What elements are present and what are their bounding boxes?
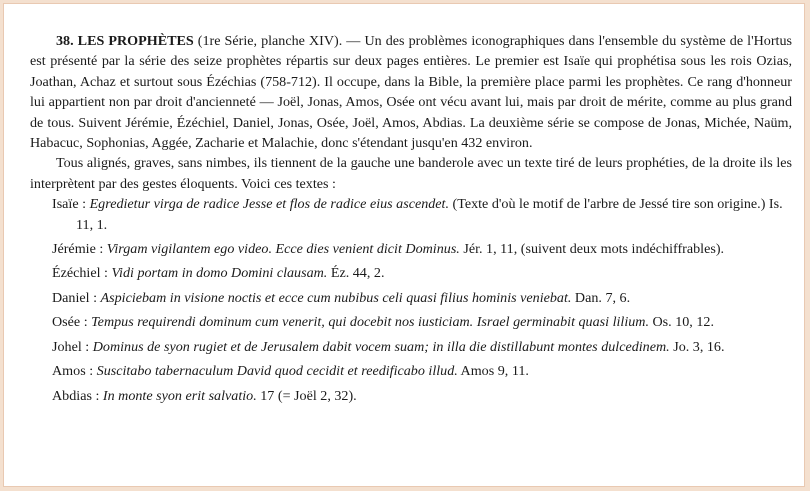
reference: Amos 9, 11. xyxy=(457,363,529,380)
reference: Os. 10, 12. xyxy=(648,314,714,331)
prophet-name: Amos : xyxy=(52,363,97,380)
quote-ezechiel xyxy=(30,263,792,283)
latin-text: Dominus de syon rugiet et de Jerusalem dabit vocem suam; in illa die distillabunt montes dulcedinem. xyxy=(92,338,670,355)
prophet-name: Isaïe : xyxy=(52,196,90,213)
latin-text: Tempus requirendi dominum cum venerit, qui docebit nos iusticiam. Israel germinabit quasi lilium. xyxy=(91,314,649,331)
prophet-name: Ézéchiel : xyxy=(52,265,112,282)
prophet-name: Osée : xyxy=(52,314,92,331)
prophet-name: Daniel : xyxy=(52,289,101,306)
quote-johel xyxy=(30,337,792,357)
quote-jeremie xyxy=(30,239,792,259)
quote-abdias xyxy=(30,386,792,406)
quote-list xyxy=(30,194,792,406)
reference: (Texte d'où le motif de l'arbre de Jessé tire son origine.) Is. 11, 1. xyxy=(76,196,783,233)
latin-text: Aspiciebam in visione noctis et ecce cum nubibus celi quasi filius hominis veniebat. xyxy=(100,289,572,306)
reference: Dan. 7, 6. xyxy=(571,289,631,306)
quote-daniel xyxy=(30,288,792,308)
latin-text: Virgam vigilantem ego video. Ecce dies venient dicit Dominus. xyxy=(106,241,460,258)
prophet-name: Abdias : xyxy=(52,387,103,404)
paragraph-intro xyxy=(30,31,792,153)
document-text xyxy=(30,31,792,410)
latin-text: In monte syon erit salvatio. xyxy=(102,387,257,404)
prophet-name: Johel : xyxy=(52,338,93,355)
prophet-name: Jérémie : xyxy=(52,241,107,258)
reference: Éz. 44, 2. xyxy=(327,265,385,282)
reference: Jo. 3, 16. xyxy=(669,338,725,355)
latin-text: Suscitabo tabernaculum David quod cecidit et reedificabo illud. xyxy=(96,363,458,380)
quote-osee xyxy=(30,312,792,332)
page-frame xyxy=(3,3,805,487)
intro-body: — Un des problèmes iconographiques dans l'ensemble du système de l'Hortus est présenté par la série des seize prophètes répartis sur deux pages entières. Le premier est Isaïe qui prophétisa sous les rois Ozias, Joathan, Achaz et surtout sous Ézéchias (758-712). Il occupe, dans la Bible, la première place parmi les prophètes. Ce rang d'honneur lui appartient non par droit d'ancienneté — Joël, Jonas, Amos, Osée ont vécu avant lui, mais par droit de mérite, comme au plus grand de tous. Suivent Jérémie, Ézéchiel, Daniel, Jonas, Osée, Joël, Amos, Abdias. La deuxième série se compose de Jonas, Michée, Naüm, Habacuc, Sophonias, Aggée, Zacharie et Malachie, donc s'étendant jusqu'en 432 environ. xyxy=(30,33,792,152)
series-note: (1re Série, planche XIV). xyxy=(197,33,343,49)
entry-heading: 38. LES PROPHÈTES xyxy=(56,33,194,49)
reference: Jér. 1, 11, (suivent deux mots indéchiffrables). xyxy=(459,241,725,258)
paragraph-banderoles: Tous alignés, graves, sans nimbes, ils tiennent de la gauche une banderole avec un texte tiré de leurs prophéties, de la droite ils les interprètent par des gestes éloquents. Voici ces textes : xyxy=(30,155,792,192)
latin-text: Vidi portam in domo Domini clausam. xyxy=(111,265,328,282)
reference: 17 (= Joël 2, 32). xyxy=(256,387,357,404)
quote-amos xyxy=(30,361,792,381)
latin-text: Egredietur virga de radice Jesse et flos de radice eius ascendet. xyxy=(89,196,449,213)
quote-isaie xyxy=(30,194,792,235)
